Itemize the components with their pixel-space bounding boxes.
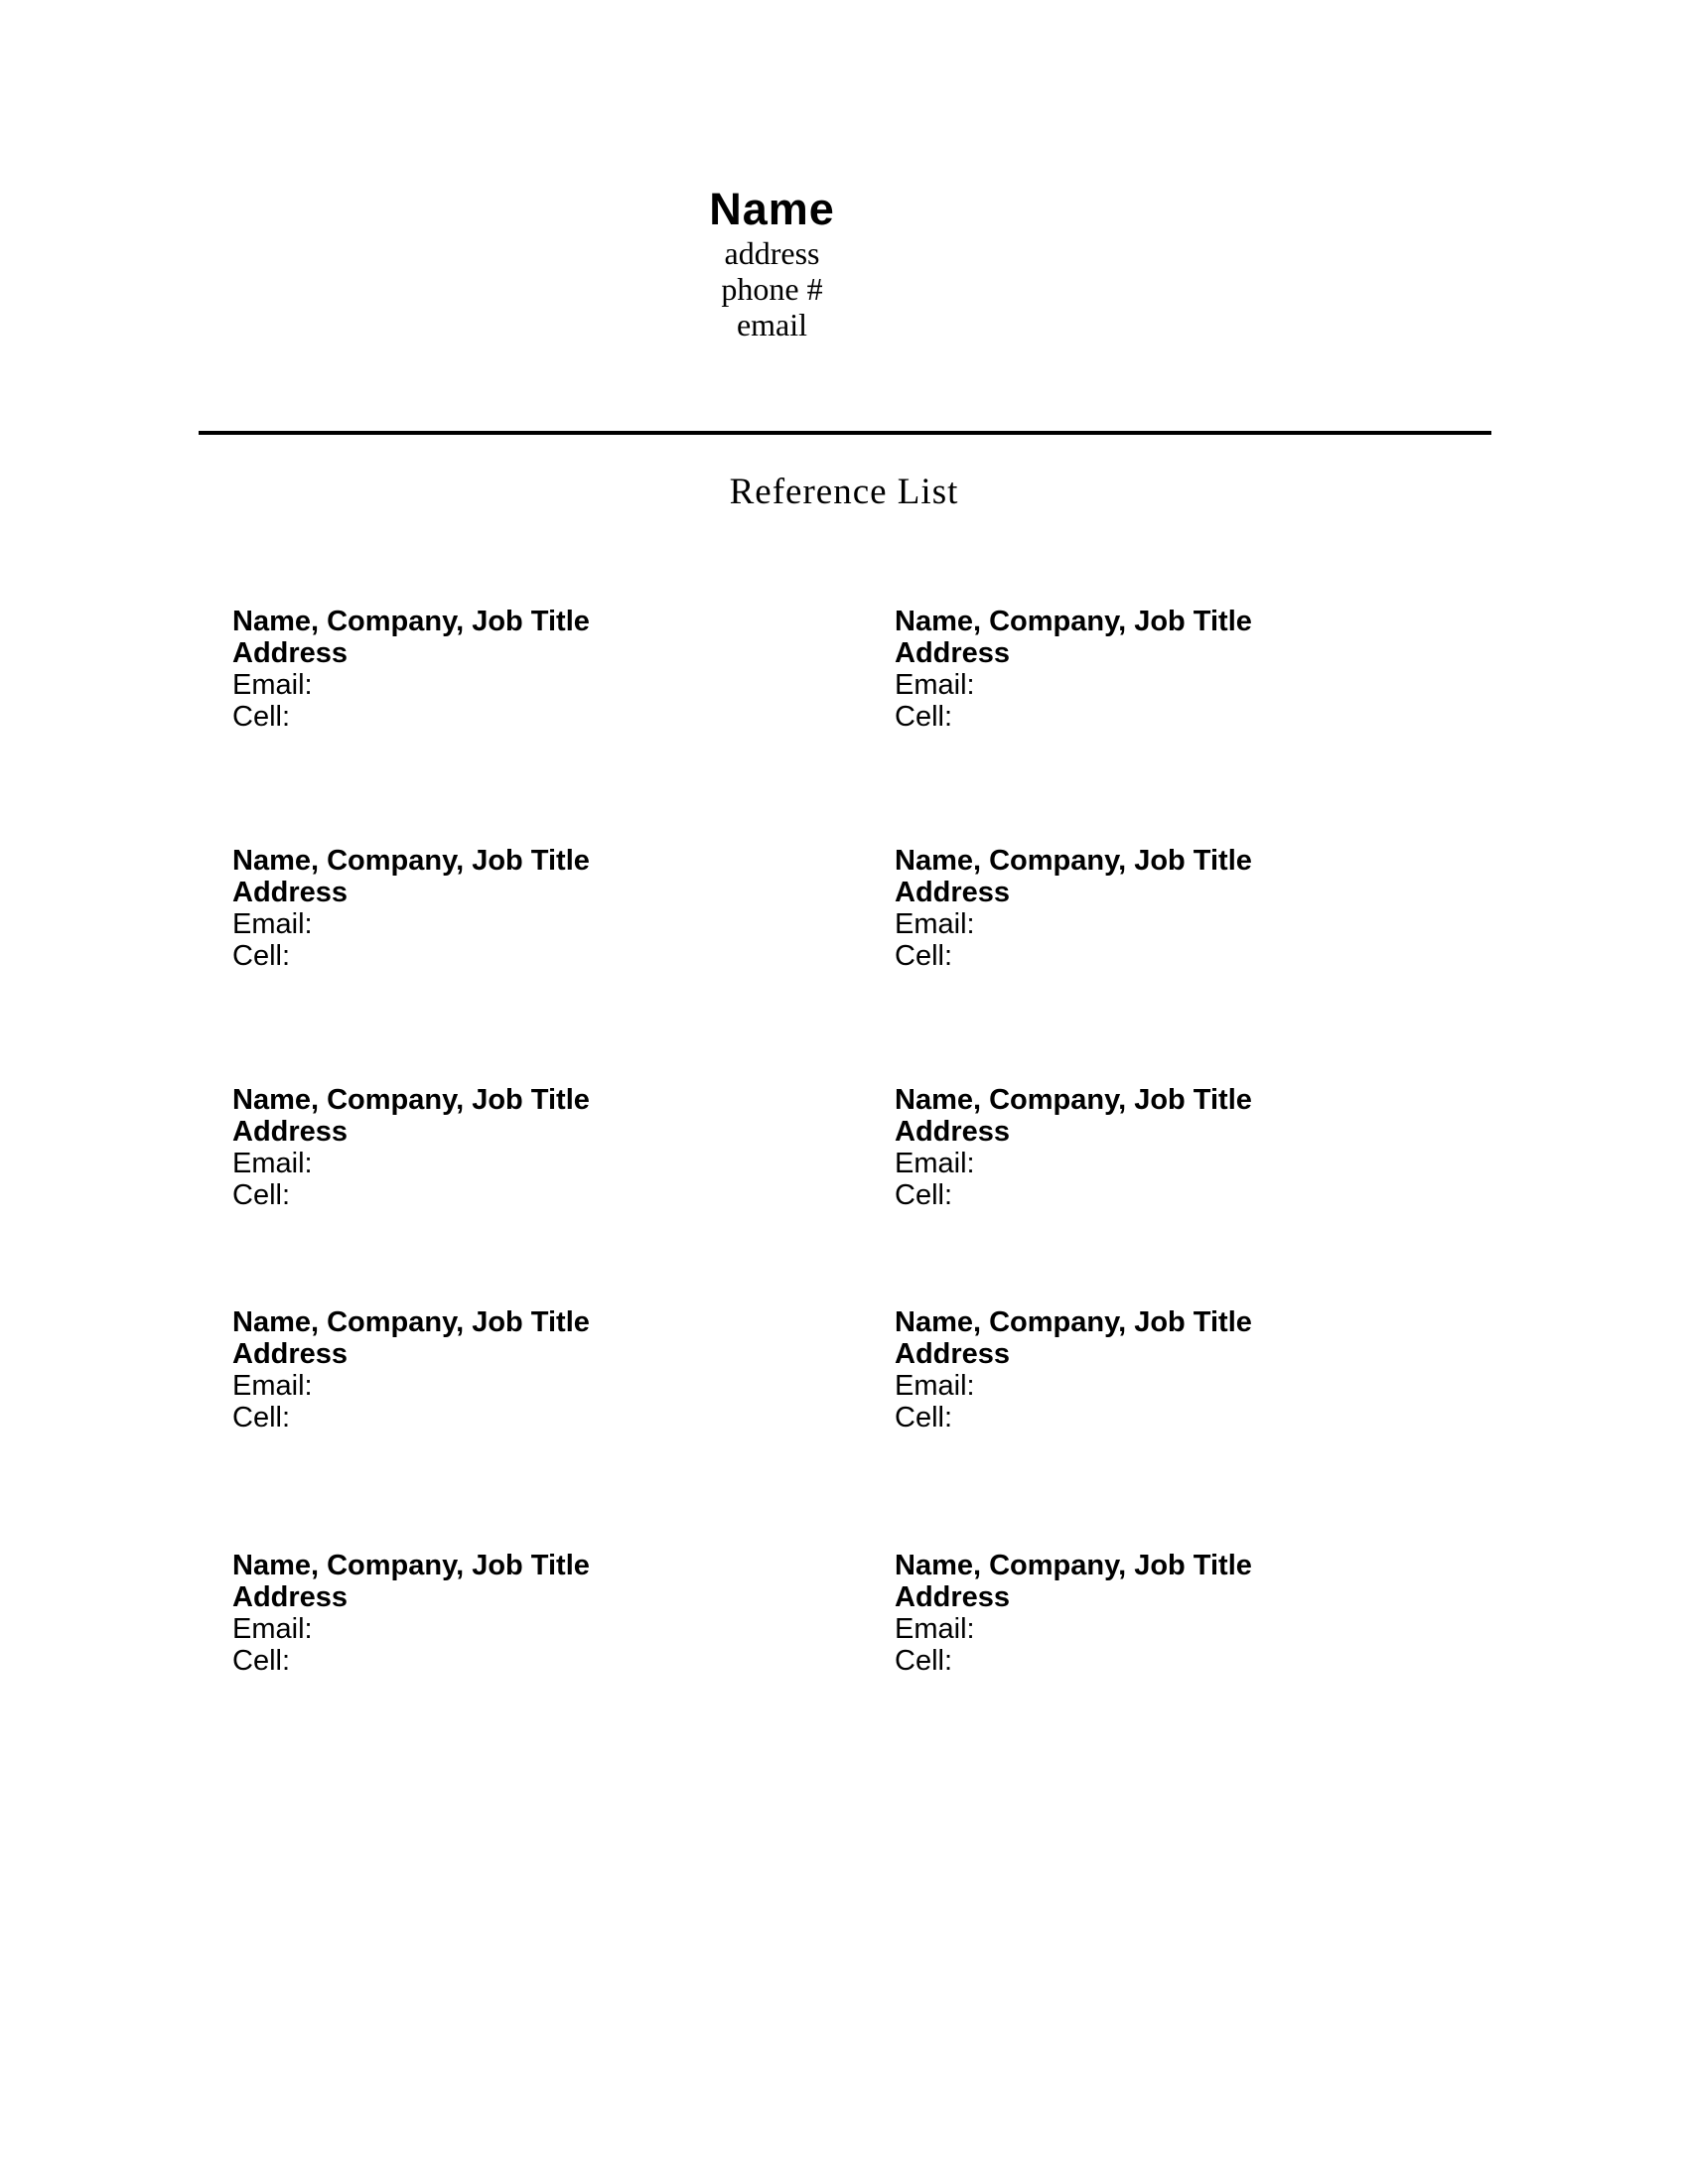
reference-cell: Cell: (895, 940, 953, 972)
reference-address: Address (232, 1116, 349, 1148)
reference-email: Email: (895, 1148, 975, 1179)
reference-cell: Cell: (895, 701, 953, 733)
reference-cell: Cell: (232, 940, 291, 972)
applicant-address: address (724, 235, 820, 271)
reference-email: Email: (232, 669, 313, 701)
reference-address: Address (232, 1338, 349, 1370)
applicant-email: email (736, 307, 808, 342)
applicant-phone: phone # (721, 271, 823, 307)
reference-title: Name, Company, Job Title (895, 1550, 1252, 1581)
reference-cell: Cell: (895, 1179, 953, 1211)
reference-entry (895, 845, 1411, 972)
reference-entry (232, 606, 749, 733)
applicant-name: Name (709, 184, 835, 234)
reference-entry (232, 1084, 749, 1211)
reference-address: Address (895, 1338, 1011, 1370)
reference-address: Address (232, 877, 349, 908)
reference-address: Address (232, 1581, 349, 1613)
reference-entry (232, 845, 749, 972)
reference-title: Name, Company, Job Title (895, 845, 1252, 877)
reference-address: Address (895, 1581, 1011, 1613)
reference-address: Address (895, 637, 1011, 669)
reference-entry (895, 1084, 1411, 1211)
reference-email: Email: (232, 1148, 313, 1179)
reference-cell: Cell: (895, 1645, 953, 1677)
reference-cell: Cell: (232, 1179, 291, 1211)
reference-entry (232, 1550, 749, 1677)
reference-email: Email: (232, 1370, 313, 1402)
reference-title: Name, Company, Job Title (232, 1306, 590, 1338)
reference-cell: Cell: (895, 1402, 953, 1433)
reference-title: Name, Company, Job Title (895, 1306, 1252, 1338)
reference-cell: Cell: (232, 701, 291, 733)
reference-entry (232, 1306, 749, 1433)
reference-address: Address (895, 877, 1011, 908)
reference-address: Address (232, 637, 349, 669)
reference-entry (895, 1306, 1411, 1433)
reference-entry (895, 1550, 1411, 1677)
reference-title: Name, Company, Job Title (232, 1550, 590, 1581)
reference-address: Address (895, 1116, 1011, 1148)
reference-email: Email: (895, 669, 975, 701)
reference-email: Email: (232, 908, 313, 940)
reference-email: Email: (232, 1613, 313, 1645)
reference-cell: Cell: (232, 1645, 291, 1677)
reference-title: Name, Company, Job Title (232, 606, 590, 637)
reference-email: Email: (895, 908, 975, 940)
reference-title: Name, Company, Job Title (895, 1084, 1252, 1116)
reference-cell: Cell: (232, 1402, 291, 1433)
section-title: Reference List (729, 472, 959, 512)
reference-email: Email: (895, 1613, 975, 1645)
reference-email: Email: (895, 1370, 975, 1402)
reference-title: Name, Company, Job Title (232, 1084, 590, 1116)
reference-title: Name, Company, Job Title (895, 606, 1252, 637)
reference-entry (895, 606, 1411, 733)
reference-title: Name, Company, Job Title (232, 845, 590, 877)
